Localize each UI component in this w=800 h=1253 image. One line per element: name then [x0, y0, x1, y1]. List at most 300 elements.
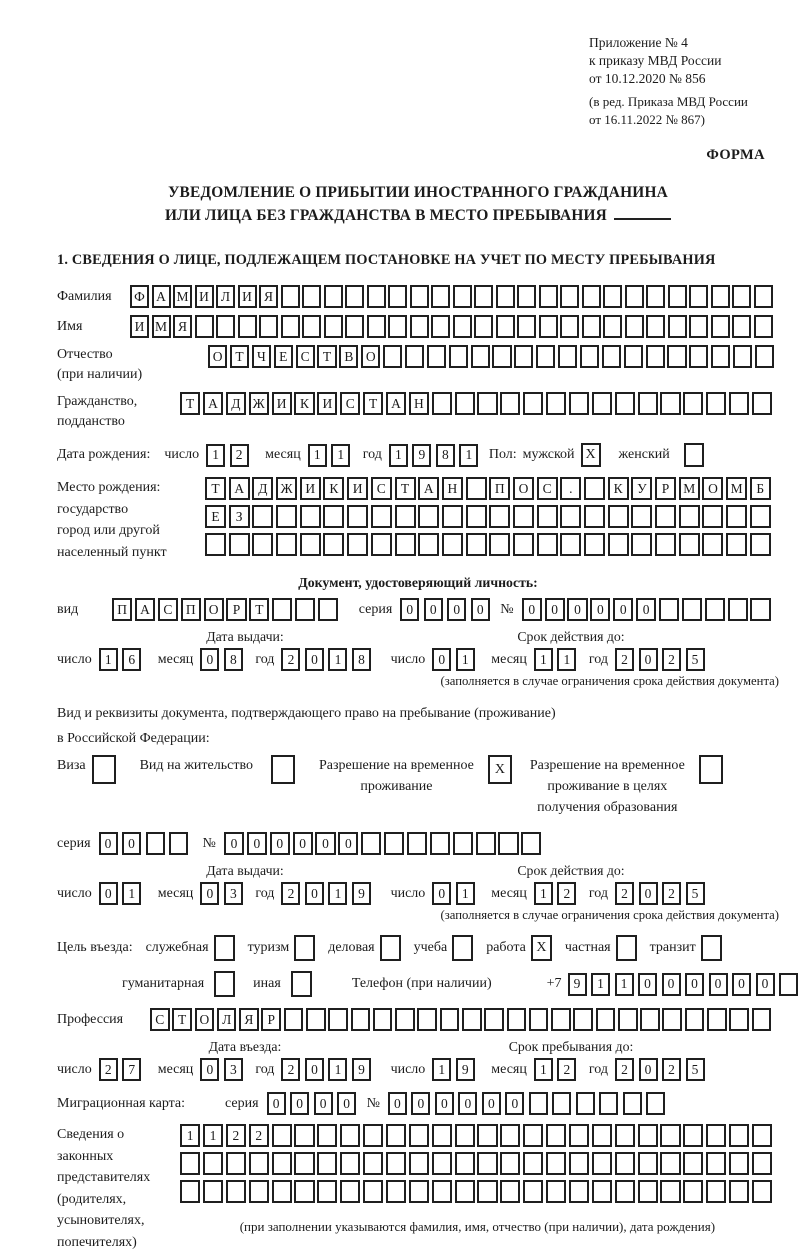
char-cell[interactable] — [180, 1180, 200, 1203]
char-cell[interactable] — [203, 1180, 223, 1203]
char-cell[interactable] — [726, 505, 747, 528]
char-cell[interactable] — [432, 392, 452, 415]
char-cell[interactable] — [560, 315, 579, 338]
char-cell[interactable]: Я — [259, 285, 278, 308]
char-cell[interactable]: М — [679, 477, 700, 500]
char-cell[interactable]: 0 — [471, 598, 490, 621]
char-cell[interactable]: 0 — [639, 882, 658, 905]
char-cell[interactable]: З — [229, 505, 250, 528]
char-cell[interactable] — [706, 392, 726, 415]
char-cell[interactable] — [638, 392, 658, 415]
char-cell[interactable] — [281, 315, 300, 338]
char-cell[interactable] — [539, 315, 558, 338]
char-cell[interactable] — [523, 1180, 543, 1203]
char-cell[interactable] — [489, 505, 510, 528]
char-cell[interactable] — [295, 598, 315, 621]
char-cell[interactable]: Т — [395, 477, 416, 500]
char-cell[interactable] — [395, 533, 416, 556]
char-cell[interactable] — [455, 1180, 475, 1203]
char-cell[interactable]: Ф — [130, 285, 149, 308]
char-cell[interactable] — [169, 832, 188, 855]
char-cell[interactable]: Б — [750, 477, 771, 500]
char-cell[interactable] — [371, 533, 392, 556]
char-cell[interactable]: 1 — [328, 882, 347, 905]
char-cell[interactable] — [462, 1008, 482, 1031]
char-cell[interactable]: 0 — [458, 1092, 477, 1115]
char-cell[interactable] — [386, 1180, 406, 1203]
char-cell[interactable]: 0 — [122, 832, 141, 855]
char-cell[interactable]: 0 — [293, 832, 313, 855]
char-cell[interactable]: 2 — [615, 882, 634, 905]
char-cell[interactable]: 9 — [352, 882, 371, 905]
char-cell[interactable]: Н — [442, 477, 463, 500]
char-cell[interactable] — [513, 533, 534, 556]
char-cell[interactable]: Т — [180, 392, 200, 415]
char-cell[interactable] — [466, 533, 487, 556]
char-cell[interactable] — [351, 1008, 371, 1031]
char-cell[interactable] — [660, 1124, 680, 1147]
char-cell[interactable]: 1 — [331, 444, 350, 467]
char-cell[interactable]: 2 — [281, 648, 300, 671]
char-cell[interactable]: 1 — [203, 1124, 223, 1147]
char-cell[interactable] — [655, 505, 676, 528]
char-cell[interactable]: О — [208, 345, 227, 368]
char-cell[interactable]: Р — [261, 1008, 281, 1031]
char-cell[interactable]: 8 — [352, 648, 371, 671]
char-cell[interactable] — [752, 1008, 772, 1031]
char-cell[interactable]: 9 — [456, 1058, 475, 1081]
char-cell[interactable]: Ч — [252, 345, 271, 368]
char-cell[interactable]: 1 — [328, 648, 347, 671]
purpose-humanitarian-checkbox[interactable] — [214, 971, 235, 997]
char-cell[interactable]: 0 — [482, 1092, 501, 1115]
char-cell[interactable] — [272, 1152, 292, 1175]
char-cell[interactable] — [539, 285, 558, 308]
char-cell[interactable]: С — [158, 598, 178, 621]
char-cell[interactable]: 0 — [99, 882, 118, 905]
char-cell[interactable]: 0 — [200, 648, 219, 671]
char-cell[interactable] — [631, 533, 652, 556]
char-cell[interactable]: 0 — [305, 1058, 324, 1081]
char-cell[interactable]: 0 — [505, 1092, 524, 1115]
char-cell[interactable] — [300, 533, 321, 556]
char-cell[interactable] — [430, 832, 450, 855]
char-cell[interactable]: 1 — [99, 648, 118, 671]
char-cell[interactable] — [383, 345, 402, 368]
char-cell[interactable]: 0 — [270, 832, 290, 855]
char-cell[interactable]: 1 — [591, 973, 610, 996]
char-cell[interactable]: Д — [226, 392, 246, 415]
char-cell[interactable] — [395, 505, 416, 528]
char-cell[interactable] — [576, 1092, 595, 1115]
char-cell[interactable] — [386, 1124, 406, 1147]
char-cell[interactable]: 1 — [328, 1058, 347, 1081]
char-cell[interactable] — [302, 285, 321, 308]
char-cell[interactable] — [560, 505, 581, 528]
char-cell[interactable] — [328, 1008, 348, 1031]
char-cell[interactable] — [300, 505, 321, 528]
char-cell[interactable]: 0 — [200, 1058, 219, 1081]
char-cell[interactable] — [573, 1008, 593, 1031]
char-cell[interactable] — [608, 505, 629, 528]
char-cell[interactable] — [682, 598, 702, 621]
char-cell[interactable] — [750, 505, 771, 528]
char-cell[interactable] — [238, 315, 257, 338]
char-cell[interactable]: О — [702, 477, 723, 500]
char-cell[interactable]: О — [513, 477, 534, 500]
char-cell[interactable]: 1 — [534, 1058, 553, 1081]
char-cell[interactable] — [455, 1124, 475, 1147]
char-cell[interactable] — [345, 285, 364, 308]
char-cell[interactable] — [367, 315, 386, 338]
char-cell[interactable] — [523, 392, 543, 415]
char-cell[interactable]: 1 — [180, 1124, 200, 1147]
char-cell[interactable]: 0 — [613, 598, 633, 621]
char-cell[interactable]: 2 — [615, 648, 634, 671]
char-cell[interactable]: К — [323, 477, 344, 500]
char-cell[interactable] — [363, 1152, 383, 1175]
char-cell[interactable]: С — [296, 345, 315, 368]
char-cell[interactable] — [569, 1180, 589, 1203]
char-cell[interactable] — [395, 1008, 415, 1031]
char-cell[interactable]: А — [229, 477, 250, 500]
char-cell[interactable]: 2 — [615, 1058, 634, 1081]
char-cell[interactable]: 1 — [432, 1058, 451, 1081]
char-cell[interactable]: 0 — [639, 1058, 658, 1081]
char-cell[interactable] — [323, 533, 344, 556]
char-cell[interactable]: О — [361, 345, 380, 368]
char-cell[interactable] — [625, 285, 644, 308]
char-cell[interactable]: 3 — [224, 1058, 243, 1081]
char-cell[interactable] — [455, 1152, 475, 1175]
char-cell[interactable] — [625, 315, 644, 338]
char-cell[interactable] — [363, 1124, 383, 1147]
char-cell[interactable] — [752, 392, 772, 415]
char-cell[interactable]: 0 — [337, 1092, 356, 1115]
char-cell[interactable] — [729, 392, 749, 415]
char-cell[interactable]: 0 — [267, 1092, 286, 1115]
char-cell[interactable] — [302, 315, 321, 338]
char-cell[interactable] — [418, 533, 439, 556]
char-cell[interactable] — [689, 285, 708, 308]
char-cell[interactable] — [252, 533, 273, 556]
char-cell[interactable] — [417, 1008, 437, 1031]
char-cell[interactable]: 1 — [122, 882, 141, 905]
char-cell[interactable]: 0 — [756, 973, 775, 996]
char-cell[interactable] — [689, 315, 708, 338]
char-cell[interactable] — [249, 1152, 269, 1175]
char-cell[interactable] — [646, 285, 665, 308]
char-cell[interactable] — [345, 315, 364, 338]
char-cell[interactable]: 0 — [432, 882, 451, 905]
char-cell[interactable] — [560, 285, 579, 308]
char-cell[interactable] — [582, 285, 601, 308]
char-cell[interactable] — [646, 1092, 665, 1115]
char-cell[interactable] — [523, 1124, 543, 1147]
char-cell[interactable] — [276, 533, 297, 556]
char-cell[interactable] — [667, 345, 686, 368]
char-cell[interactable] — [431, 315, 450, 338]
temp-residence-checkbox[interactable]: X — [488, 755, 512, 784]
char-cell[interactable]: 1 — [534, 882, 553, 905]
char-cell[interactable]: 2 — [662, 1058, 681, 1081]
char-cell[interactable] — [498, 832, 518, 855]
char-cell[interactable]: М — [173, 285, 192, 308]
char-cell[interactable] — [660, 392, 680, 415]
char-cell[interactable] — [489, 533, 510, 556]
char-cell[interactable] — [584, 505, 605, 528]
char-cell[interactable]: 5 — [686, 648, 705, 671]
char-cell[interactable] — [453, 285, 472, 308]
char-cell[interactable] — [442, 505, 463, 528]
char-cell[interactable] — [500, 392, 520, 415]
char-cell[interactable]: Л — [216, 285, 235, 308]
char-cell[interactable] — [602, 345, 621, 368]
char-cell[interactable] — [706, 1152, 726, 1175]
char-cell[interactable] — [592, 1152, 612, 1175]
char-cell[interactable]: 1 — [389, 444, 408, 467]
char-cell[interactable] — [409, 1180, 429, 1203]
char-cell[interactable] — [317, 1180, 337, 1203]
char-cell[interactable]: 2 — [662, 882, 681, 905]
edu-residence-checkbox[interactable] — [699, 755, 723, 784]
char-cell[interactable]: 1 — [534, 648, 553, 671]
char-cell[interactable]: Я — [173, 315, 192, 338]
char-cell[interactable]: И — [130, 315, 149, 338]
char-cell[interactable] — [388, 315, 407, 338]
char-cell[interactable] — [638, 1180, 658, 1203]
char-cell[interactable] — [546, 392, 566, 415]
char-cell[interactable] — [706, 1124, 726, 1147]
char-cell[interactable]: 0 — [685, 973, 704, 996]
char-cell[interactable] — [702, 533, 723, 556]
char-cell[interactable] — [432, 1180, 452, 1203]
char-cell[interactable] — [410, 285, 429, 308]
char-cell[interactable]: Ж — [276, 477, 297, 500]
char-cell[interactable] — [592, 1124, 612, 1147]
char-cell[interactable]: И — [317, 392, 337, 415]
char-cell[interactable] — [596, 1008, 616, 1031]
char-cell[interactable]: Л — [217, 1008, 237, 1031]
char-cell[interactable] — [226, 1180, 246, 1203]
char-cell[interactable]: 0 — [662, 973, 681, 996]
char-cell[interactable] — [752, 1152, 772, 1175]
char-cell[interactable] — [317, 1124, 337, 1147]
char-cell[interactable] — [513, 505, 534, 528]
char-cell[interactable] — [205, 533, 226, 556]
char-cell[interactable] — [729, 1124, 749, 1147]
char-cell[interactable] — [517, 285, 536, 308]
char-cell[interactable] — [615, 392, 635, 415]
char-cell[interactable]: Т — [230, 345, 249, 368]
char-cell[interactable] — [249, 1180, 269, 1203]
char-cell[interactable] — [294, 1180, 314, 1203]
char-cell[interactable] — [496, 315, 515, 338]
char-cell[interactable] — [689, 345, 708, 368]
char-cell[interactable] — [477, 1124, 497, 1147]
char-cell[interactable] — [707, 1008, 727, 1031]
char-cell[interactable]: 1 — [557, 648, 576, 671]
char-cell[interactable] — [453, 832, 473, 855]
char-cell[interactable] — [476, 832, 496, 855]
char-cell[interactable] — [276, 505, 297, 528]
char-cell[interactable]: 0 — [305, 648, 324, 671]
char-cell[interactable]: 9 — [352, 1058, 371, 1081]
char-cell[interactable] — [668, 285, 687, 308]
char-cell[interactable] — [195, 315, 214, 338]
char-cell[interactable]: Д — [252, 477, 273, 500]
char-cell[interactable] — [582, 315, 601, 338]
char-cell[interactable] — [615, 1180, 635, 1203]
char-cell[interactable] — [552, 1092, 571, 1115]
char-cell[interactable] — [640, 1008, 660, 1031]
char-cell[interactable] — [492, 345, 511, 368]
char-cell[interactable] — [418, 505, 439, 528]
char-cell[interactable]: 0 — [545, 598, 565, 621]
char-cell[interactable]: 5 — [686, 882, 705, 905]
char-cell[interactable]: 0 — [639, 648, 658, 671]
char-cell[interactable] — [229, 533, 250, 556]
char-cell[interactable] — [732, 285, 751, 308]
char-cell[interactable] — [226, 1152, 246, 1175]
char-cell[interactable]: П — [181, 598, 201, 621]
char-cell[interactable] — [259, 315, 278, 338]
char-cell[interactable]: А — [152, 285, 171, 308]
char-cell[interactable]: 9 — [412, 444, 431, 467]
char-cell[interactable]: 0 — [314, 1092, 333, 1115]
char-cell[interactable] — [294, 1152, 314, 1175]
char-cell[interactable]: А — [203, 392, 223, 415]
char-cell[interactable] — [754, 315, 773, 338]
char-cell[interactable] — [477, 1180, 497, 1203]
purpose-study-checkbox[interactable] — [452, 935, 473, 961]
char-cell[interactable] — [474, 315, 493, 338]
char-cell[interactable] — [507, 1008, 527, 1031]
char-cell[interactable] — [410, 315, 429, 338]
char-cell[interactable]: С — [537, 477, 558, 500]
char-cell[interactable] — [496, 285, 515, 308]
char-cell[interactable] — [683, 1180, 703, 1203]
purpose-business-checkbox[interactable] — [380, 935, 401, 961]
char-cell[interactable] — [750, 533, 771, 556]
char-cell[interactable] — [729, 1008, 749, 1031]
char-cell[interactable] — [317, 1152, 337, 1175]
char-cell[interactable] — [427, 345, 446, 368]
char-cell[interactable] — [584, 477, 605, 500]
char-cell[interactable] — [728, 598, 748, 621]
char-cell[interactable] — [750, 598, 770, 621]
char-cell[interactable]: 0 — [200, 882, 219, 905]
char-cell[interactable] — [711, 345, 730, 368]
char-cell[interactable]: 0 — [305, 882, 324, 905]
char-cell[interactable] — [683, 1152, 703, 1175]
char-cell[interactable] — [618, 1008, 638, 1031]
char-cell[interactable]: 2 — [99, 1058, 118, 1081]
purpose-work-checkbox[interactable]: X — [531, 935, 552, 961]
char-cell[interactable] — [638, 1124, 658, 1147]
char-cell[interactable] — [659, 598, 679, 621]
char-cell[interactable]: А — [418, 477, 439, 500]
char-cell[interactable] — [711, 315, 730, 338]
char-cell[interactable]: Т — [205, 477, 226, 500]
purpose-private-checkbox[interactable] — [616, 935, 637, 961]
char-cell[interactable]: 6 — [122, 648, 141, 671]
char-cell[interactable]: М — [726, 477, 747, 500]
char-cell[interactable] — [646, 345, 665, 368]
residence-permit-checkbox[interactable] — [271, 755, 295, 784]
char-cell[interactable]: 1 — [456, 882, 475, 905]
char-cell[interactable]: И — [347, 477, 368, 500]
char-cell[interactable] — [631, 505, 652, 528]
char-cell[interactable]: 5 — [686, 1058, 705, 1081]
visa-checkbox[interactable] — [92, 755, 116, 784]
char-cell[interactable] — [500, 1152, 520, 1175]
char-cell[interactable]: 0 — [315, 832, 335, 855]
char-cell[interactable]: Н — [409, 392, 429, 415]
char-cell[interactable]: К — [294, 392, 314, 415]
char-cell[interactable] — [203, 1152, 223, 1175]
char-cell[interactable]: 0 — [388, 1092, 407, 1115]
char-cell[interactable] — [584, 533, 605, 556]
char-cell[interactable] — [646, 315, 665, 338]
char-cell[interactable] — [386, 1152, 406, 1175]
char-cell[interactable]: 0 — [590, 598, 610, 621]
char-cell[interactable]: 0 — [709, 973, 728, 996]
char-cell[interactable]: . — [560, 477, 581, 500]
char-cell[interactable] — [500, 1124, 520, 1147]
char-cell[interactable]: С — [150, 1008, 170, 1031]
char-cell[interactable] — [272, 1180, 292, 1203]
char-cell[interactable]: 9 — [568, 973, 587, 996]
char-cell[interactable] — [732, 315, 751, 338]
char-cell[interactable]: И — [195, 285, 214, 308]
char-cell[interactable]: Т — [317, 345, 336, 368]
char-cell[interactable] — [371, 505, 392, 528]
char-cell[interactable]: 7 — [122, 1058, 141, 1081]
char-cell[interactable] — [615, 1124, 635, 1147]
char-cell[interactable]: 0 — [290, 1092, 309, 1115]
char-cell[interactable]: 0 — [400, 598, 419, 621]
char-cell[interactable]: Т — [249, 598, 269, 621]
char-cell[interactable] — [679, 505, 700, 528]
char-cell[interactable]: 0 — [732, 973, 751, 996]
char-cell[interactable] — [592, 392, 612, 415]
char-cell[interactable]: 0 — [338, 832, 358, 855]
char-cell[interactable] — [180, 1152, 200, 1175]
char-cell[interactable]: 2 — [226, 1124, 246, 1147]
char-cell[interactable] — [466, 505, 487, 528]
char-cell[interactable] — [340, 1124, 360, 1147]
char-cell[interactable]: С — [340, 392, 360, 415]
char-cell[interactable] — [660, 1180, 680, 1203]
char-cell[interactable]: О — [195, 1008, 215, 1031]
char-cell[interactable] — [347, 505, 368, 528]
char-cell[interactable] — [484, 1008, 504, 1031]
char-cell[interactable]: 1 — [459, 444, 478, 467]
char-cell[interactable]: 1 — [206, 444, 225, 467]
char-cell[interactable]: И — [272, 392, 292, 415]
char-cell[interactable] — [466, 477, 487, 500]
char-cell[interactable]: 1 — [615, 973, 634, 996]
char-cell[interactable]: 0 — [411, 1092, 430, 1115]
char-cell[interactable]: 0 — [432, 648, 451, 671]
char-cell[interactable] — [755, 345, 774, 368]
char-cell[interactable] — [754, 285, 773, 308]
char-cell[interactable] — [442, 533, 463, 556]
char-cell[interactable]: М — [152, 315, 171, 338]
char-cell[interactable]: 2 — [557, 1058, 576, 1081]
char-cell[interactable]: С — [371, 477, 392, 500]
